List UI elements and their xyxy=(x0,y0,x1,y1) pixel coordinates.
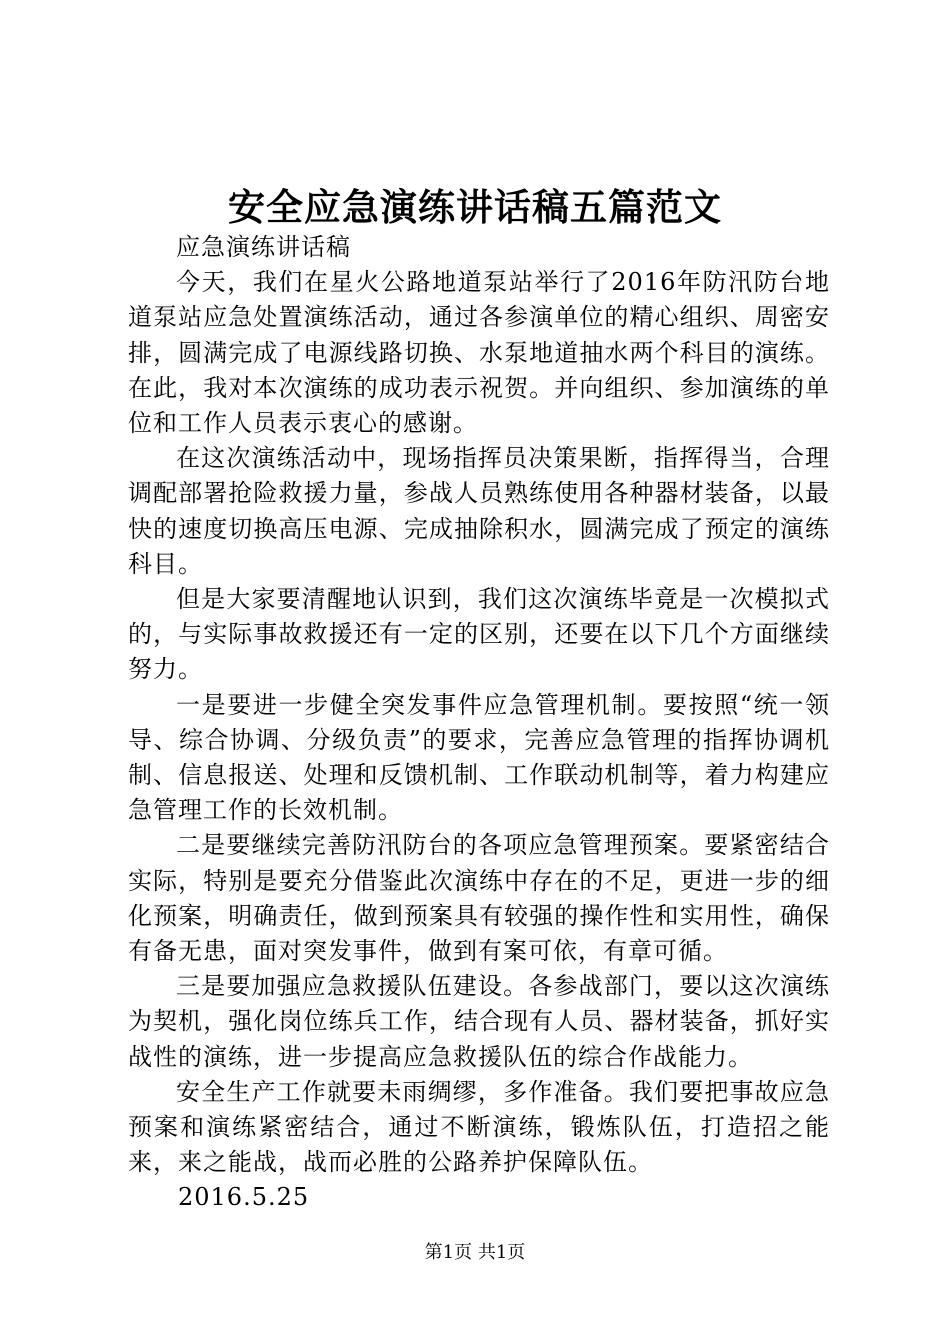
document-title: 安全应急演练讲话稿五篇范文 xyxy=(228,186,722,229)
paragraph: 安全生产工作就要未雨绸缪，多作准备。我们要把事故应急预案和演练紧密结合，通过不断演练，锻炼队伍，打造招之能来，来之能战，战而必胜的公路养护保障队伍。 xyxy=(128,1077,830,1177)
paragraph: 在这次演练活动中，现场指挥员决策果断，指挥得当，合理调配部署抢险救援力量，参战人员熟练使用各种器材装备，以最快的速度切换高压电源、完成抽除积水，圆满完成了预定的演练科目。 xyxy=(128,444,830,578)
paragraph: 今天，我们在星火公路地道泵站举行了2016年防汛防台地道泵站应急处置演练活动，通过各参演单位的精心组织、周密安排，圆满完成了电源线路切换、水泵地道抽水两个科目的演练。在此，我对本次演练的成功表示祝贺。并向组织、参加演练的单位和工作人员表示衷心的感谢。 xyxy=(128,268,830,438)
speech-heading: 应急演练讲话稿 xyxy=(176,233,351,261)
document-date: 2016.5.25 xyxy=(178,1183,310,1212)
paragraph: 一是要进一步健全突发事件应急管理机制。要按照“统一领导、综合协调、分级负责”的要求，完善应急管理的指挥协调机制、信息报送、处理和反馈机制、工作联动机制等，着力构建应急管理工作的长效机制。 xyxy=(128,690,830,825)
paragraph: 二是要继续完善防汛防台的各项应急管理预案。要紧密结合实际，特别是要充分借鉴此次演练中存在的不足，更进一步的细化预案，明确责任，做到预案具有较强的操作性和实用性，确保有备无患，面对突发事件，做到有案可依，有章可循。 xyxy=(128,831,830,966)
paragraph: 但是大家要清醒地认识到，我们这次演练毕竟是一次模拟式的，与实际事故救援还有一定的区别，还要在以下几个方面继续努力。 xyxy=(128,585,830,684)
page-number: 第1页 共1页 xyxy=(424,1242,526,1263)
document-body xyxy=(128,230,830,1216)
paragraph: 三是要加强应急救援队伍建设。各参战部门，要以这次演练为契机，强化岗位练兵工作，结合现有人员、器材装备，抓好实战性的演练，进一步提高应急救援队伍的综合作战能力。 xyxy=(128,972,830,1071)
